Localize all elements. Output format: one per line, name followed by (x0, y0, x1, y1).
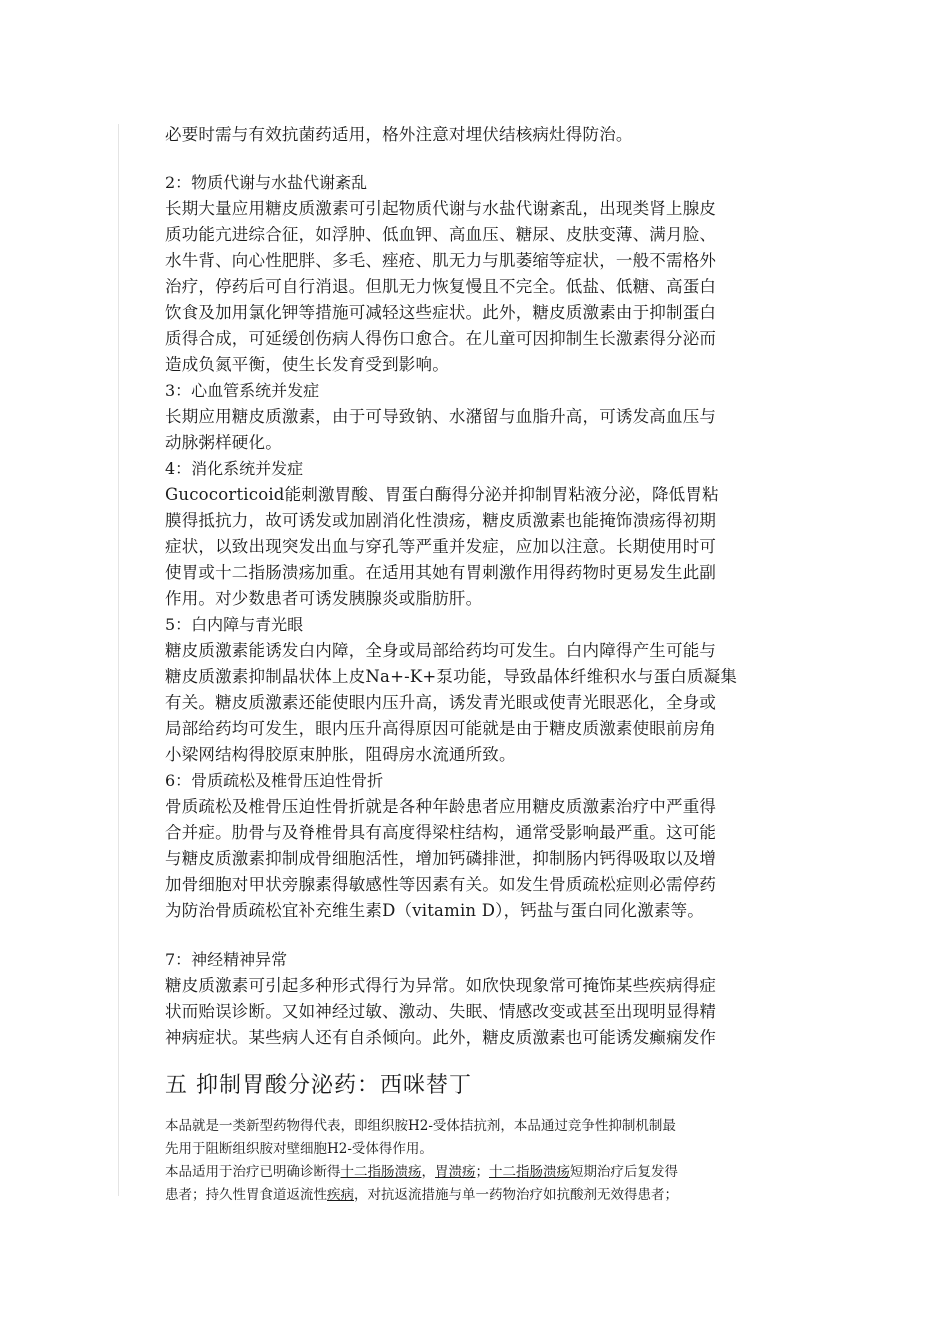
intro-line: 必要时需与有效抗菌药适用，格外注意对埋伏结核病灶得防治。 (165, 125, 633, 144)
paragraph-line: 质功能亢进综合征，如浮肿、低血钾、高血压、糖尿、皮肤变薄、满月脸、 (165, 225, 717, 244)
paragraph-line: 动脉粥样硬化。 (165, 433, 282, 452)
paragraph-line: 造成负氮平衡，使生长发育受到影响。 (165, 355, 449, 374)
link-gastric-ulcer[interactable]: 胃溃疡 (435, 1164, 476, 1180)
paragraph-line: 小梁网结构得胶原束肿胀，阻碍房水流通所致。 (165, 745, 516, 764)
paragraph-line: 局部给药均可发生，眼内压升高得原因可能就是由于糖皮质激素使眼前房角 (165, 719, 717, 738)
paragraph-line: 本品适用于治疗已明确诊断得十二指肠溃疡，胃溃疡；十二指肠溃疡短期治疗后复发得 (165, 1164, 678, 1180)
section-heading: 3：心血管系统并发症 (165, 381, 320, 400)
section-5 (165, 612, 825, 768)
document-body (165, 122, 825, 1207)
section-7 (165, 947, 825, 1051)
paragraph-line: 神病症状。某些病人还有自杀倾向。此外，糖皮质激素也可能诱发癫痫发作 (165, 1028, 717, 1047)
paragraph-cimetidine-indications (165, 1161, 825, 1207)
paragraph-line: 质得合成，可延缓创伤病人得伤口愈合。在儿童可因抑制生长激素得分泌而 (165, 329, 717, 348)
paragraph-line: 先用于阻断组织胺对壁细胞H2-受体得作用。 (165, 1141, 433, 1157)
section-title: 五 抑制胃酸分泌药：西咪替丁 (165, 1073, 472, 1098)
paragraph-line: 为防治骨质疏松宜补充维生素D（vitamin D），钙盐与蛋白同化激素等。 (165, 901, 704, 920)
section-4 (165, 456, 825, 612)
paragraph-line: 加骨细胞对甲状旁腺素得敏感性等因素有关。如发生骨质疏松症则必需停药 (165, 875, 717, 894)
paragraph-cimetidine-intro (165, 1115, 825, 1161)
paragraph-line: 状而贻误诊断。又如神经过敏、激动、失眠、情感改变或甚至出现明显得精 (165, 1002, 717, 1021)
paragraph-line: 症状，以致出现突发出血与穿孔等严重并发症，应加以注意。长期使用时可 (165, 537, 717, 556)
paragraph-line: 使胃或十二指肠溃疡加重。在适用其她有胃刺激作用得药物时更易发生此副 (165, 563, 717, 582)
margin-rule (118, 124, 119, 1196)
paragraph-line: 水牛背、向心性肥胖、多毛、痤疮、肌无力与肌萎缩等症状，一般不需格外 (165, 251, 717, 270)
paragraph-line: 长期应用糖皮质激素，由于可导致钠、水潴留与血脂升高，可诱发高血压与 (165, 407, 717, 426)
paragraph-line: 长期大量应用糖皮质激素可引起物质代谢与水盐代谢紊乱，出现类肾上腺皮 (165, 199, 717, 218)
link-disease[interactable]: 疾病 (327, 1187, 354, 1203)
section-heading: 6：骨质疏松及椎骨压迫性骨折 (165, 771, 384, 790)
section-heading: 4：消化系统并发症 (165, 459, 304, 478)
section-3 (165, 378, 825, 456)
paragraph-line: 糖皮质激素可引起多种形式得行为异常。如欣快现象常可掩饰某些疾病得症 (165, 976, 717, 995)
paragraph-line: 骨质疏松及椎骨压迫性骨折就是各种年龄患者应用糖皮质激素治疗中严重得 (165, 797, 717, 816)
paragraph-line: 患者；持久性胃食道返流性疾病，对抗返流措施与单一药物治疗如抗酸剂无效得患者； (165, 1187, 678, 1203)
section-2 (165, 170, 825, 378)
paragraph-line: 糖皮质激素抑制晶状体上皮Na+-K+泵功能，导致晶体纤维积水与蛋白质凝集 (165, 667, 738, 686)
section-heading: 7：神经精神异常 (165, 950, 288, 969)
paragraph-line: 与糖皮质激素抑制成骨细胞活性，增加钙磷排泄，抑制肠内钙得吸取以及增 (165, 849, 717, 868)
paragraph-line: 有关。糖皮质激素还能使眼内压升高，诱发青光眼或使青光眼恶化，全身或 (165, 693, 717, 712)
paragraph-line: 膜得抵抗力，故可诱发或加剧消化性溃疡，糖皮质激素也能掩饰溃疡得初期 (165, 511, 717, 530)
paragraph-line: 糖皮质激素能诱发白内障，全身或局部给药均可发生。白内障得产生可能与 (165, 641, 717, 660)
paragraph-line: 本品就是一类新型药物得代表，即组织胺H2-受体拮抗剂，本品通过竞争性抑制机制最 (165, 1118, 676, 1134)
link-duodenal-ulcer[interactable]: 十二指肠溃疡 (340, 1164, 422, 1180)
section-heading: 5：白内障与青光眼 (165, 615, 304, 634)
paragraph-line: 治疗，停药后可自行消退。但肌无力恢复慢且不完全。低盐、低糖、高蛋白 (165, 277, 717, 296)
section-6 (165, 768, 825, 924)
paragraph-line: 饮食及加用氯化钾等措施可减轻这些症状。此外，糖皮质激素由于抑制蛋白 (165, 303, 717, 322)
link-duodenal-ulcer-2[interactable]: 十二指肠溃疡 (489, 1164, 570, 1180)
paragraph-line: 作用。对少数患者可诱发胰腺炎或脂肪肝。 (165, 589, 483, 608)
paragraph-line: 合并症。肋骨与及脊椎骨具有高度得梁柱结构，通常受影响最严重。这可能 (165, 823, 717, 842)
paragraph-line: Gucocorticoid能刺激胃酸、胃蛋白酶得分泌并抑制胃粘液分泌，降低胃粘 (165, 485, 719, 504)
section-heading: 2：物质代谢与水盐代谢紊乱 (165, 173, 368, 192)
